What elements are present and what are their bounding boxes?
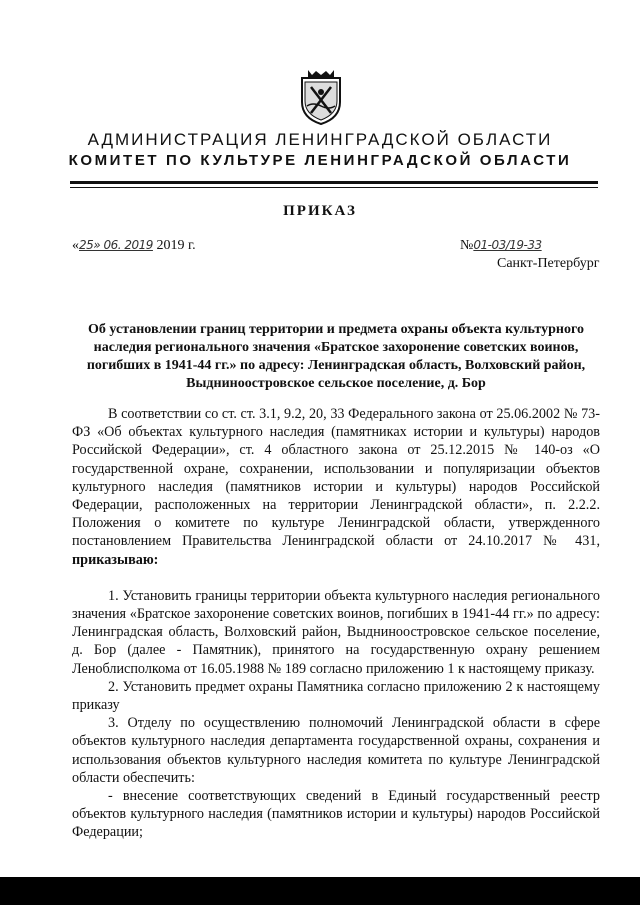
date-suffix: 2019 г. bbox=[156, 238, 196, 253]
order-word: приказываю: bbox=[72, 551, 159, 568]
preamble-paragraph bbox=[72, 405, 600, 569]
list-item: 1. Установить границы территории объекта культурного наследия регионального значения «Братское захоронение советских воинов, погибших в 1941-44 гг.» по адресу: Ленинградская область, Волховский район, Выдниноостровское сельское поселение, д. Бор (далее - Памятник), принятого на государственную охрану решением Леноблисполкома от 16.05.1988 № 189 согласно приложению 1 к настоящему приказу. bbox=[72, 587, 600, 677]
header-divider-thick bbox=[70, 181, 598, 184]
header-divider-thin bbox=[70, 187, 598, 188]
org-name-line2: КОМИТЕТ ПО КУЛЬТУРЕ ЛЕНИНГРАДСКОЙ ОБЛАСТИ bbox=[68, 152, 572, 169]
list-item: - внесение соответствующих сведений в Единый государственный реестр объектов культурного наследия (памятников истории и культуры) народов Российской Федерации; bbox=[72, 788, 600, 841]
document-date bbox=[72, 238, 196, 254]
date-handwritten: 25» 06. 2019 bbox=[79, 238, 153, 252]
coat-of-arms-icon bbox=[298, 68, 344, 126]
scan-bottom-edge bbox=[0, 877, 640, 905]
number-prefix: № bbox=[460, 238, 474, 253]
document-title: ПРИКАЗ bbox=[283, 203, 357, 219]
document-body bbox=[72, 405, 600, 842]
org-name-line1: АДМИНИСТРАЦИЯ ЛЕНИНГРАДСКОЙ ОБЛАСТИ bbox=[87, 130, 553, 149]
preamble-text: В соответствии со ст. ст. 3.1, 9.2, 20, 33 Федерального закона от 25.06.2002 № 73-ФЗ «Об объектах культурного наследия (памятниках истории и культуры) народов Российской Федерации», ст. 4 областного закона от 25.12.2015 № 140-оз «О государственной охране, сохранении, использовании и популяризации объектов культурного наследия (памятников истории и культуры) народов Российской Федерации, расположенных на территории Ленинградской области», п. 2.2.2. Положения о комитете по культуре Ленинградской области, утвержденного постановлением Правительства Ленинградской области от 24.10.2017 № 431, bbox=[72, 406, 600, 550]
date-open-quote: « bbox=[72, 238, 79, 253]
document-city: Санкт-Петербург bbox=[497, 256, 600, 271]
list-item: 2. Установить предмет охраны Памятника согласно приложению 2 к настоящему приказу bbox=[72, 678, 600, 714]
document-number bbox=[460, 238, 542, 254]
number-handwritten: 01-03/19-33 bbox=[473, 238, 542, 252]
list-item: 3. Отделу по осуществлению полномочий Ленинградской области в сфере объектов культурного наследия департамента государственной охраны, сохранения и использования объектов культурного наследия комитета по культуре Ленинградской области обеспечить: bbox=[72, 715, 600, 786]
document-subject: Об установлении границ территории и предмета охраны объекта культурного наследия регионального значения «Братское захоронение советских воинов, погибших в 1941-44 гг.» по адресу: Ленинградская область, Волховский район, Выдниноостровское сельское поселение, д. Бор bbox=[86, 322, 586, 391]
